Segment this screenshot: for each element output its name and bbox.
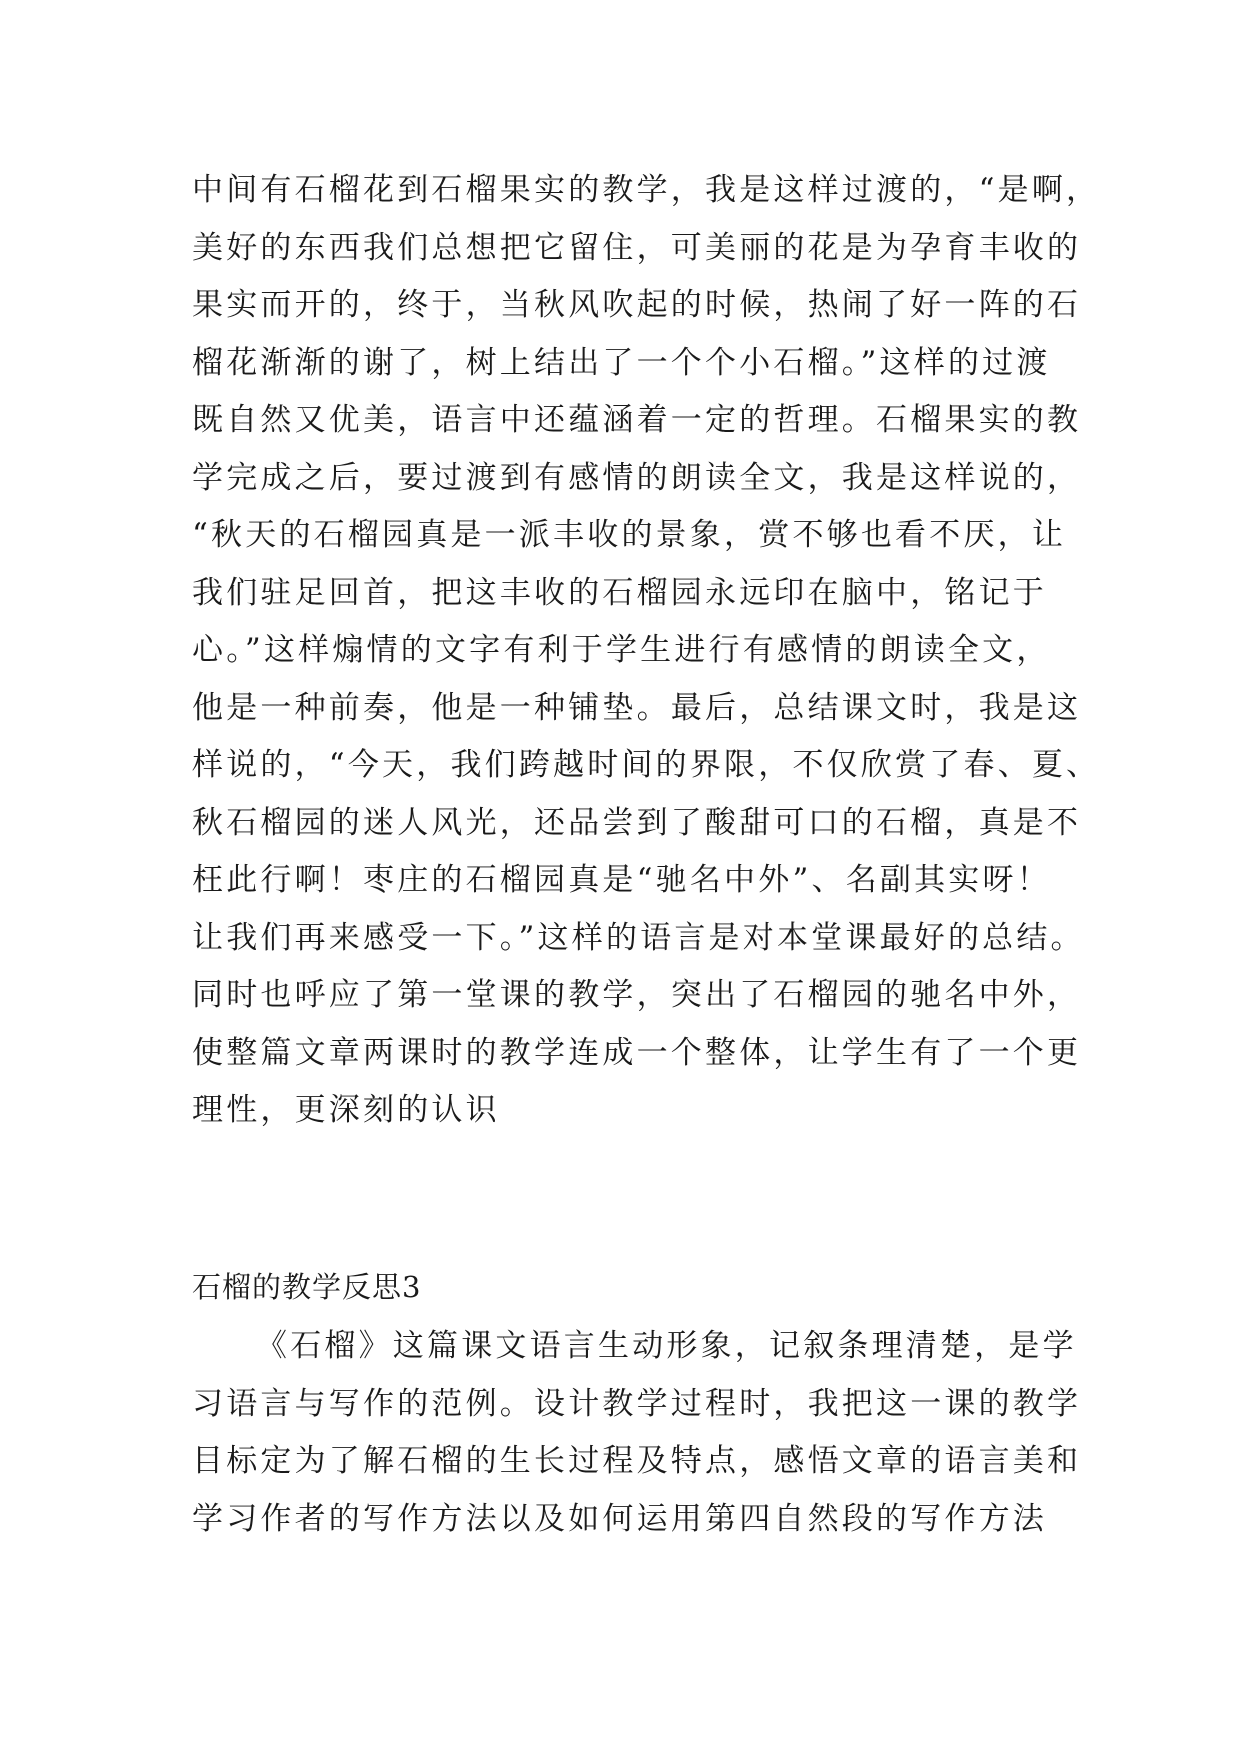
section-heading: 石榴的教学反思3 <box>192 1270 422 1304</box>
text-line: 心。”这样煽情的文字有利于学生进行有感情的朗读全文， <box>192 632 1051 668</box>
text-line: 他是一种前奏，他是一种铺垫。最后，总结课文时，我是这 <box>192 689 1082 726</box>
text-line: 果实而开的，终于，当秋风吹起的时候，热闹了好一阵的石 <box>192 287 1082 323</box>
text-line: 样说的，“今天，我们跨越时间的界限，不仅欣赏了春、夏、 <box>192 747 1101 783</box>
paragraph-1 <box>192 162 1101 1140</box>
text-line: 秋石榴园的迷人风光，还品尝到了酸甜可口的石榴，真是不 <box>192 804 1082 841</box>
text-line: 学习作者的写作方法以及如何运用第四自然段的写作方法 <box>192 1500 1047 1537</box>
text-line: 美好的东西我们总想把它留住，可美丽的花是为孕育丰收的 <box>192 229 1082 266</box>
text-line: 既自然又优美，语言中还蕴涵着一定的哲理。石榴果实的教 <box>192 402 1082 438</box>
text-line: “秋天的石榴园真是一派丰收的景象，赏不够也看不厌，让 <box>192 517 1067 553</box>
text-line: 同时也呼应了第一堂课的教学，突出了石榴园的驰名中外， <box>192 977 1082 1013</box>
text-line: 中间有石榴花到石榴果实的教学，我是这样过渡的，“是啊， <box>192 172 1101 208</box>
text-line: 习语言与写作的范例。设计教学过程时，我把这一课的教学 <box>192 1385 1082 1422</box>
text-line: 目标定为了解石榴的生长过程及特点，感悟文章的语言美和 <box>192 1443 1082 1479</box>
text-line: 学完成之后，要过渡到有感情的朗读全文，我是这样说的， <box>192 459 1082 496</box>
text-line: 让我们再来感受一下。”这样的语言是对本堂课最好的总结。 <box>192 919 1085 956</box>
text-line: 枉此行啊！枣庄的石榴园真是“驰名中外”、名副其实呀！ <box>192 862 1051 898</box>
paragraph-2 <box>192 1318 1082 1548</box>
text-line: 使整篇文章两课时的教学连成一个整体，让学生有了一个更 <box>192 1034 1082 1071</box>
text-line: 我们驻足回首，把这丰收的石榴园永远印在脑中，铭记于 <box>192 574 1047 611</box>
text-line: 理性，更深刻的认识 <box>192 1092 500 1128</box>
text-line: 榴花渐渐的谢了，树上结出了一个个小石榴。”这样的过渡 <box>192 344 1051 381</box>
text-line: 《石榴》这篇课文语言生动形象，记叙条理清楚，是学 <box>256 1328 1077 1364</box>
